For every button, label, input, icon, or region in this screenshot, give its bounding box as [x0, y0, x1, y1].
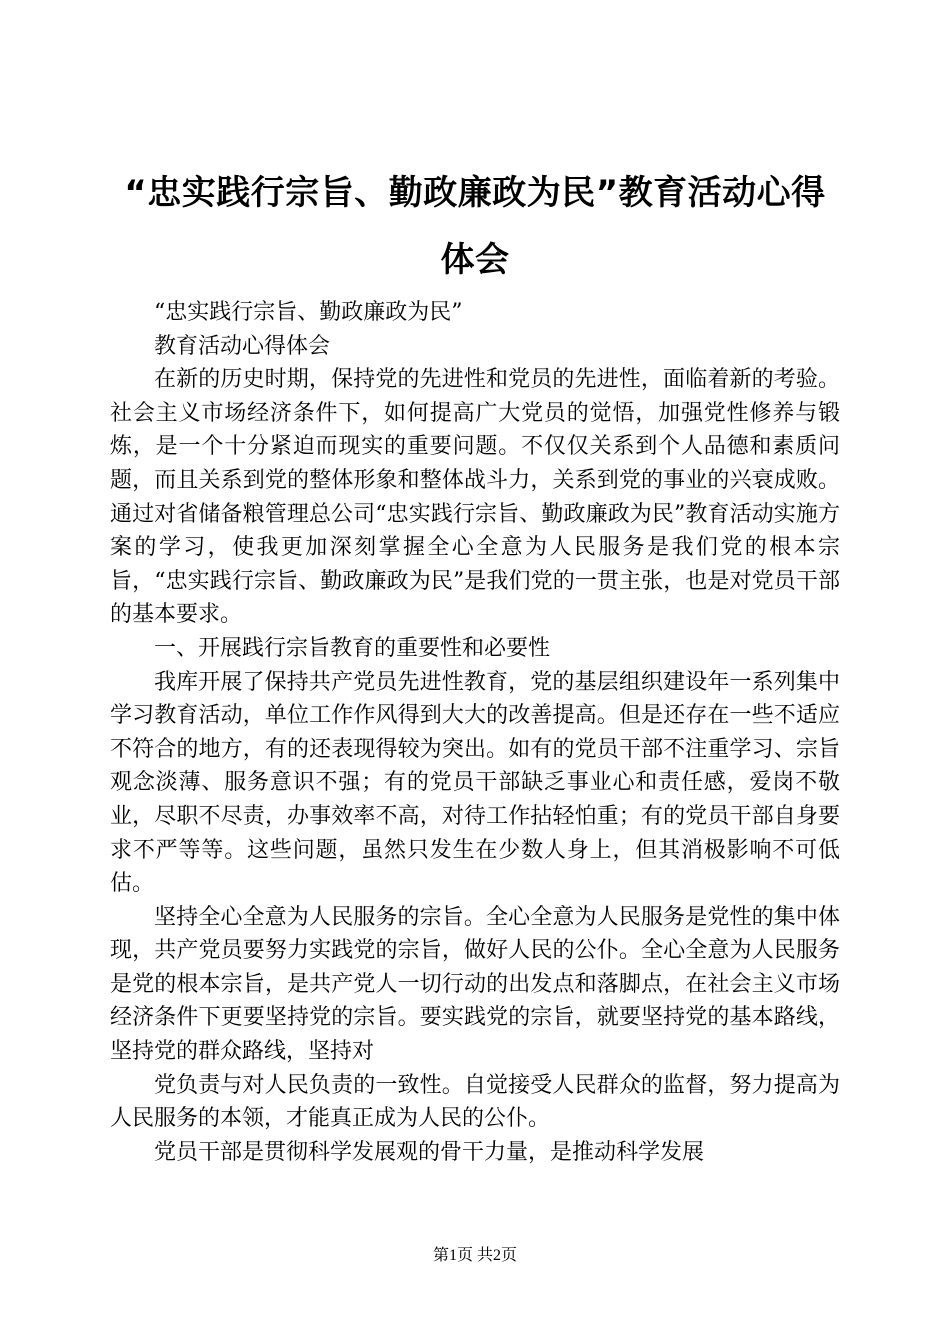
paragraph: 在新的历史时期，保持党的先进性和党员的先进性，面临着新的考验。社会主义市场经济条件下，如何提高广大党员的觉悟，加强党性修养与锻炼，是一个十分紧迫而现实的重要问题。不仅仅关系到个人品德和素质问题，而且关系到党的整体形象和整体战斗力，关系到党的事业的兴衰成败。通过对省储备粮管理总公司“忠实践行宗旨、勤政廉政为民”教育活动实施方案的学习，使我更加深刻掌握全心全意为人民服务是我们党的根本宗旨，“忠实践行宗旨、勤政廉政为民”是我们党的一贯主张，也是对党员干部的基本要求。 [110, 367, 840, 628]
paragraph: 教育活动心得体会 [154, 333, 331, 359]
paragraph: 我库开展了保持共产党员先进性教育，党的基层组织建设年一系列集中学习教育活动，单位工作作风得到大大的改善提高。但是还存在一些不适应不符合的地方，有的还表现得较为突出。如有的党员干部不注重学习、宗旨观念淡薄、服务意识不强；有的党员干部缺乏事业心和责任感，爱岗不敬业，尽职不尽责，办事效率不高，对待工作拈轻怕重；有的党员干部自身要求不严等等。这些问题，虽然只发生在少数人身上，但其消极影响不可低估。 [110, 669, 840, 897]
document-body [110, 296, 840, 1169]
paragraph: 坚持全心全意为人民服务的宗旨。全心全意为人民服务是党性的集中体现，共产党员要努力实践党的宗旨，做好人民的公仆。全心全意为人民服务是党的根本宗旨，是共产党人一切行动的出发点和落脚点，在社会主义市场经济条件下更要坚持党的宗旨。要实践党的宗旨，就要坚持党的基本路线，坚持党的群众路线，坚持对 [110, 904, 840, 1065]
paragraph: 党员干部是贯彻科学发展观的骨干力量，是推动科学发展 [154, 1139, 705, 1165]
document-title: “忠实践行宗旨、勤政廉政为民”教育活动心得体会 [124, 173, 826, 280]
paragraph: “忠实践行宗旨、勤政廉政为民” [154, 300, 463, 325]
paragraph: 党负责与对人民负责的一致性。自觉接受人民群众的监督，努力提高为人民服务的本领，才能真正成为人民的公仆。 [110, 1072, 840, 1132]
section-heading: 一、开展践行宗旨教育的重要性和必要性 [154, 635, 551, 661]
page-footer: 第1页 共2页 [432, 1247, 517, 1264]
